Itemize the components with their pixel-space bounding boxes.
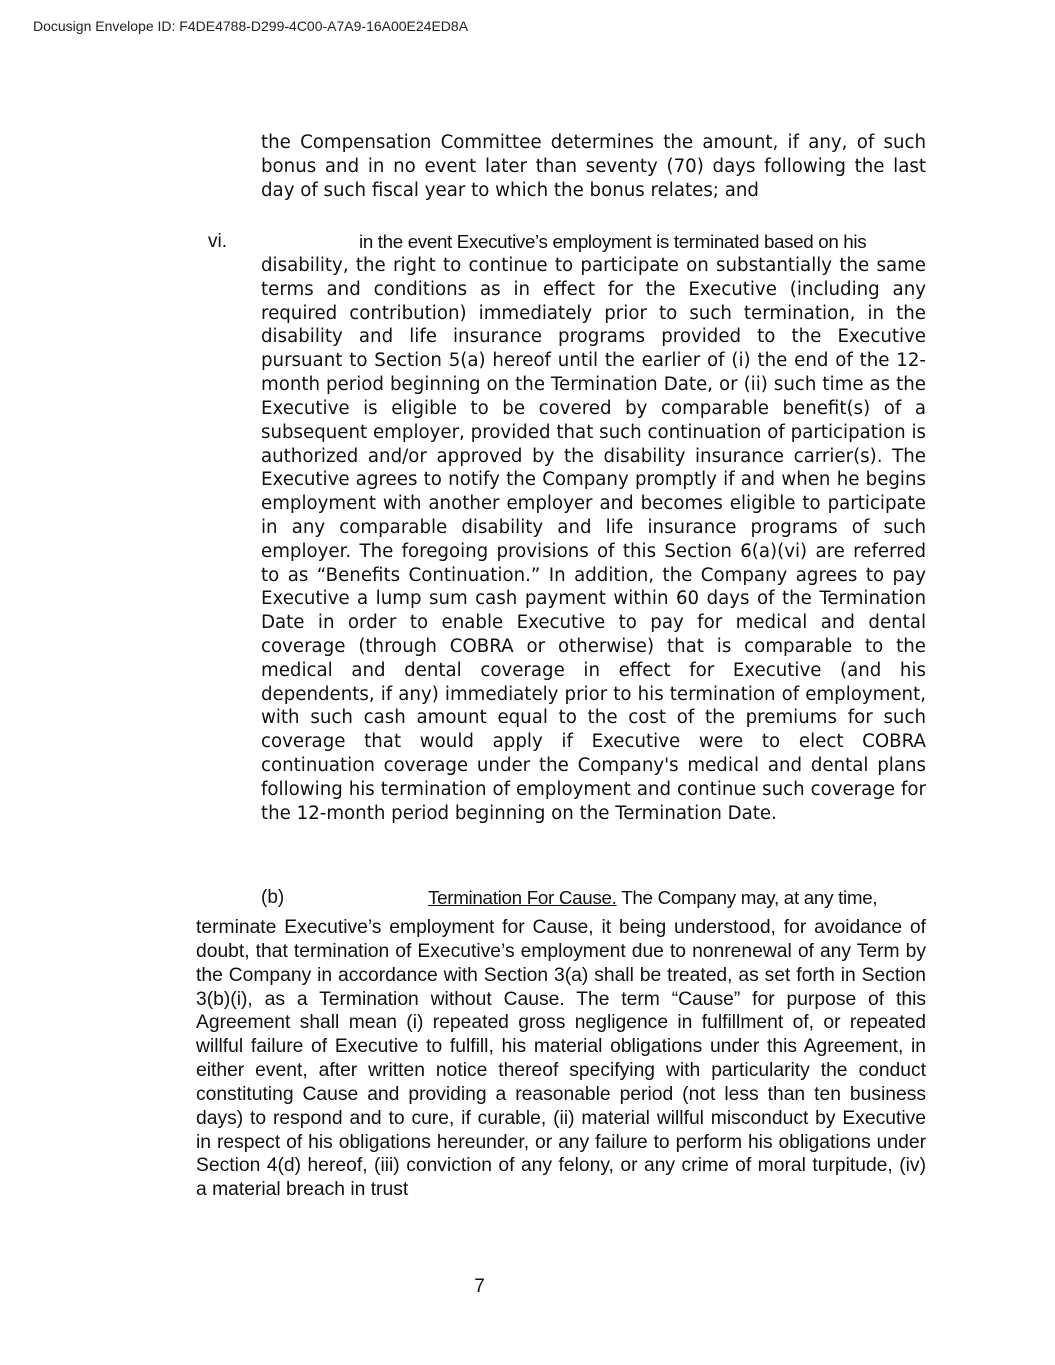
section-b-text: terminate Executive’s employment for Cause, it being understood, for avoidance of doubt, that termination of Executive’s employment due to nonrenewal of any Term by the Company in accordance with Section 3(a) shall be treated, as set forth in Section 3(b)(i), as a Termination without Cause. The term “Cause” for purpose of this Agreement shall mean (i) repeated gross negligence in fulfillment of, or repeated willful failure of Executive to fulfill, his material obligations under this Agreement, in either event, after written notice thereof specifying with particularity the conduct constituting Cause and providing a reasonable period (not less than ten business days) to respond and to cure, if curable, (ii) material willful misconduct by Executive in respect of his obligations hereunder, or any failure to perform his obligations under Section 4(d) hereof, (iii) conviction of any felony, or any crime of moral turpitude, (iv) a material breach in trust bbox=[196, 917, 926, 1201]
clause-vi-number: vi. bbox=[208, 231, 227, 252]
envelope-id: Docusign Envelope ID: F4DE4788-D299-4C00-A7A9-16A00E24ED8A bbox=[33, 18, 469, 34]
clause-vi-first-line: in the event Executive’s employment is terminated based on his bbox=[359, 231, 867, 252]
page-number: 7 bbox=[474, 1276, 485, 1297]
continued-paragraph: the Compensation Committee determines the amount, if any, of such bonus and in no event later than seventy (70) days following the last day of such fiscal year to which the bonus relates; and bbox=[261, 132, 926, 201]
section-b-heading: Termination For Cause. bbox=[428, 887, 617, 908]
section-b-number: (b) bbox=[261, 887, 285, 908]
clause-vi-text: disability, the right to continue to participate on substantially the same terms and conditions as in effect for the Executive (including any required contribution) immediately prior to such termination, in the disability and life insurance programs provided to the Executive pursuant to Section 5(a) hereof until the earlier of (i) the end of the 12-month period beginning on the Termination Date, or (ii) such time as the Executive is eligible to be covered by comparable benefit(s) of a subsequent employer, provided that such continuation of participation is authorized and/or approved by the disability insurance carrier(s). The Executive agrees to notify the Company promptly if and when he begins employment with another employer and becomes eligible to participate in any comparable disability and life insurance programs of such employer. The foregoing provisions of this Section 6(a)(vi) are referred to as “Benefits Continuation.” In addition, the Company agrees to pay Executive a lump sum cash payment within 60 days of the Termination Date in order to enable Executive to pay for medical and dental coverage (through COBRA or otherwise) that is comparable to the medical and dental coverage in effect for Executive (and his dependents, if any) immediately prior to his termination of employment, with such cash amount equal to the cost of the premiums for such coverage that would apply if Executive were to elect COBRA continuation coverage under the Company's medical and dental plans following his termination of employment and continue such coverage for the 12-month period beginning on the Termination Date. bbox=[261, 255, 926, 824]
section-b-first-line bbox=[428, 886, 926, 910]
section-b-first-line-text: The Company may, at any time, bbox=[621, 887, 878, 908]
